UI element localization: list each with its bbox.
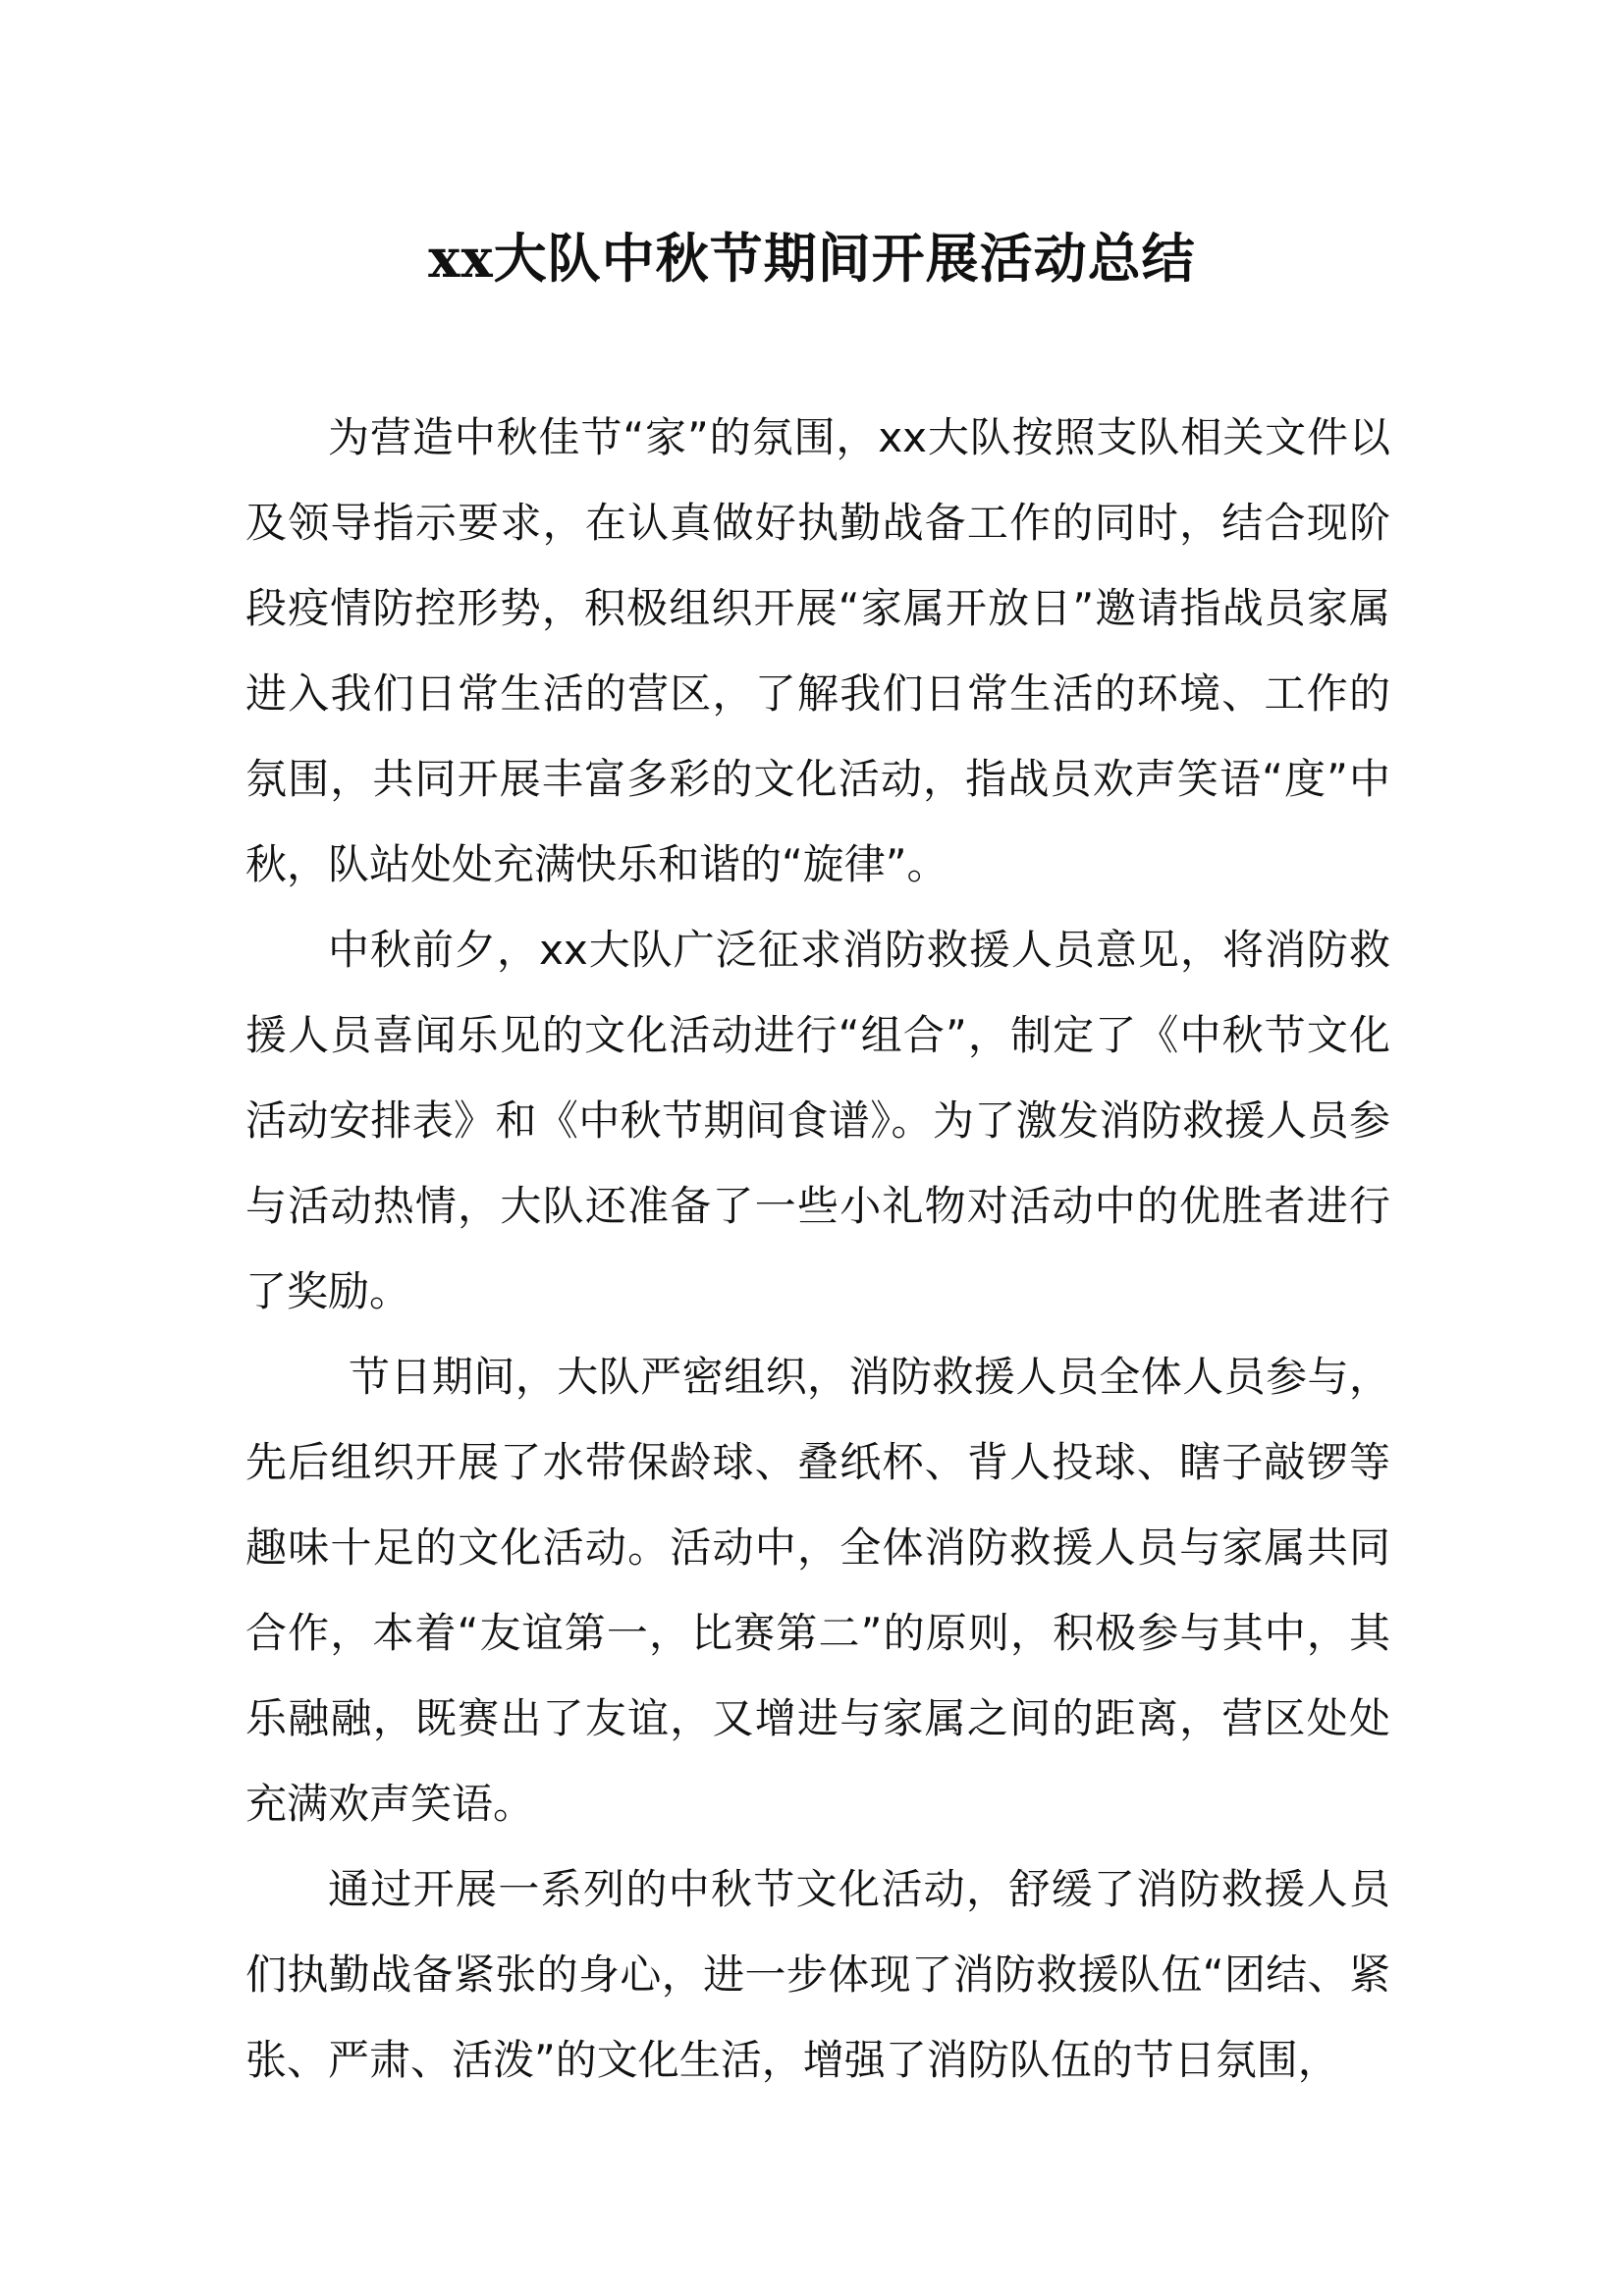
- paragraph-1: 为营造中秋佳节“家”的氛围，xx大队按照支队相关文件以及领导指示要求，在认真做好执勤战备工作的同时，结合现阶段疫情防控形势，积极组织开展“家属开放日”邀请指战员家属进入我们日常生活的营区，了解我们日常生活的环境、工作的氛围，共同开展丰富多彩的文化活动，指战员欢声笑语“度”中秋，队站处处充满快乐和谐的“旋律”。: [245, 413, 1390, 888]
- paragraph-2: 中秋前夕，xx大队广泛征求消防救援人员意见，将消防救援人员喜闻乐见的文化活动进行“组合”，制定了《中秋节文化活动安排表》和《中秋节期间食谱》。为了激发消防救援人员参与活动热情，大队还准备了一些小礼物对活动中的优胜者进行了奖励。: [245, 926, 1390, 1315]
- document-body: [245, 395, 1390, 2103]
- paragraph-4: 通过开展一系列的中秋节文化活动，舒缓了消防救援人员们执勤战备紧张的身心，进一步体现了消防救援队伍“团结、紧张、严肃、活泼”的文化生活，增强了消防队伍的节日氛围，: [245, 1865, 1390, 2084]
- document-title: xx大队中秋节期间开展活动总结: [428, 227, 1196, 290]
- paragraph-3: 节日期间，大队严密组织，消防救援人员全体人员参与，先后组织开展了水带保龄球、叠纸杯、背人投球、瞎子敲锣等趣味十足的文化活动。活动中，全体消防救援人员与家属共同合作，本着“友谊第一，比赛第二”的原则，积极参与其中，其乐融融，既赛出了友谊，又增进与家属之间的距离，营区处处充满欢声笑语。: [245, 1353, 1390, 1828]
